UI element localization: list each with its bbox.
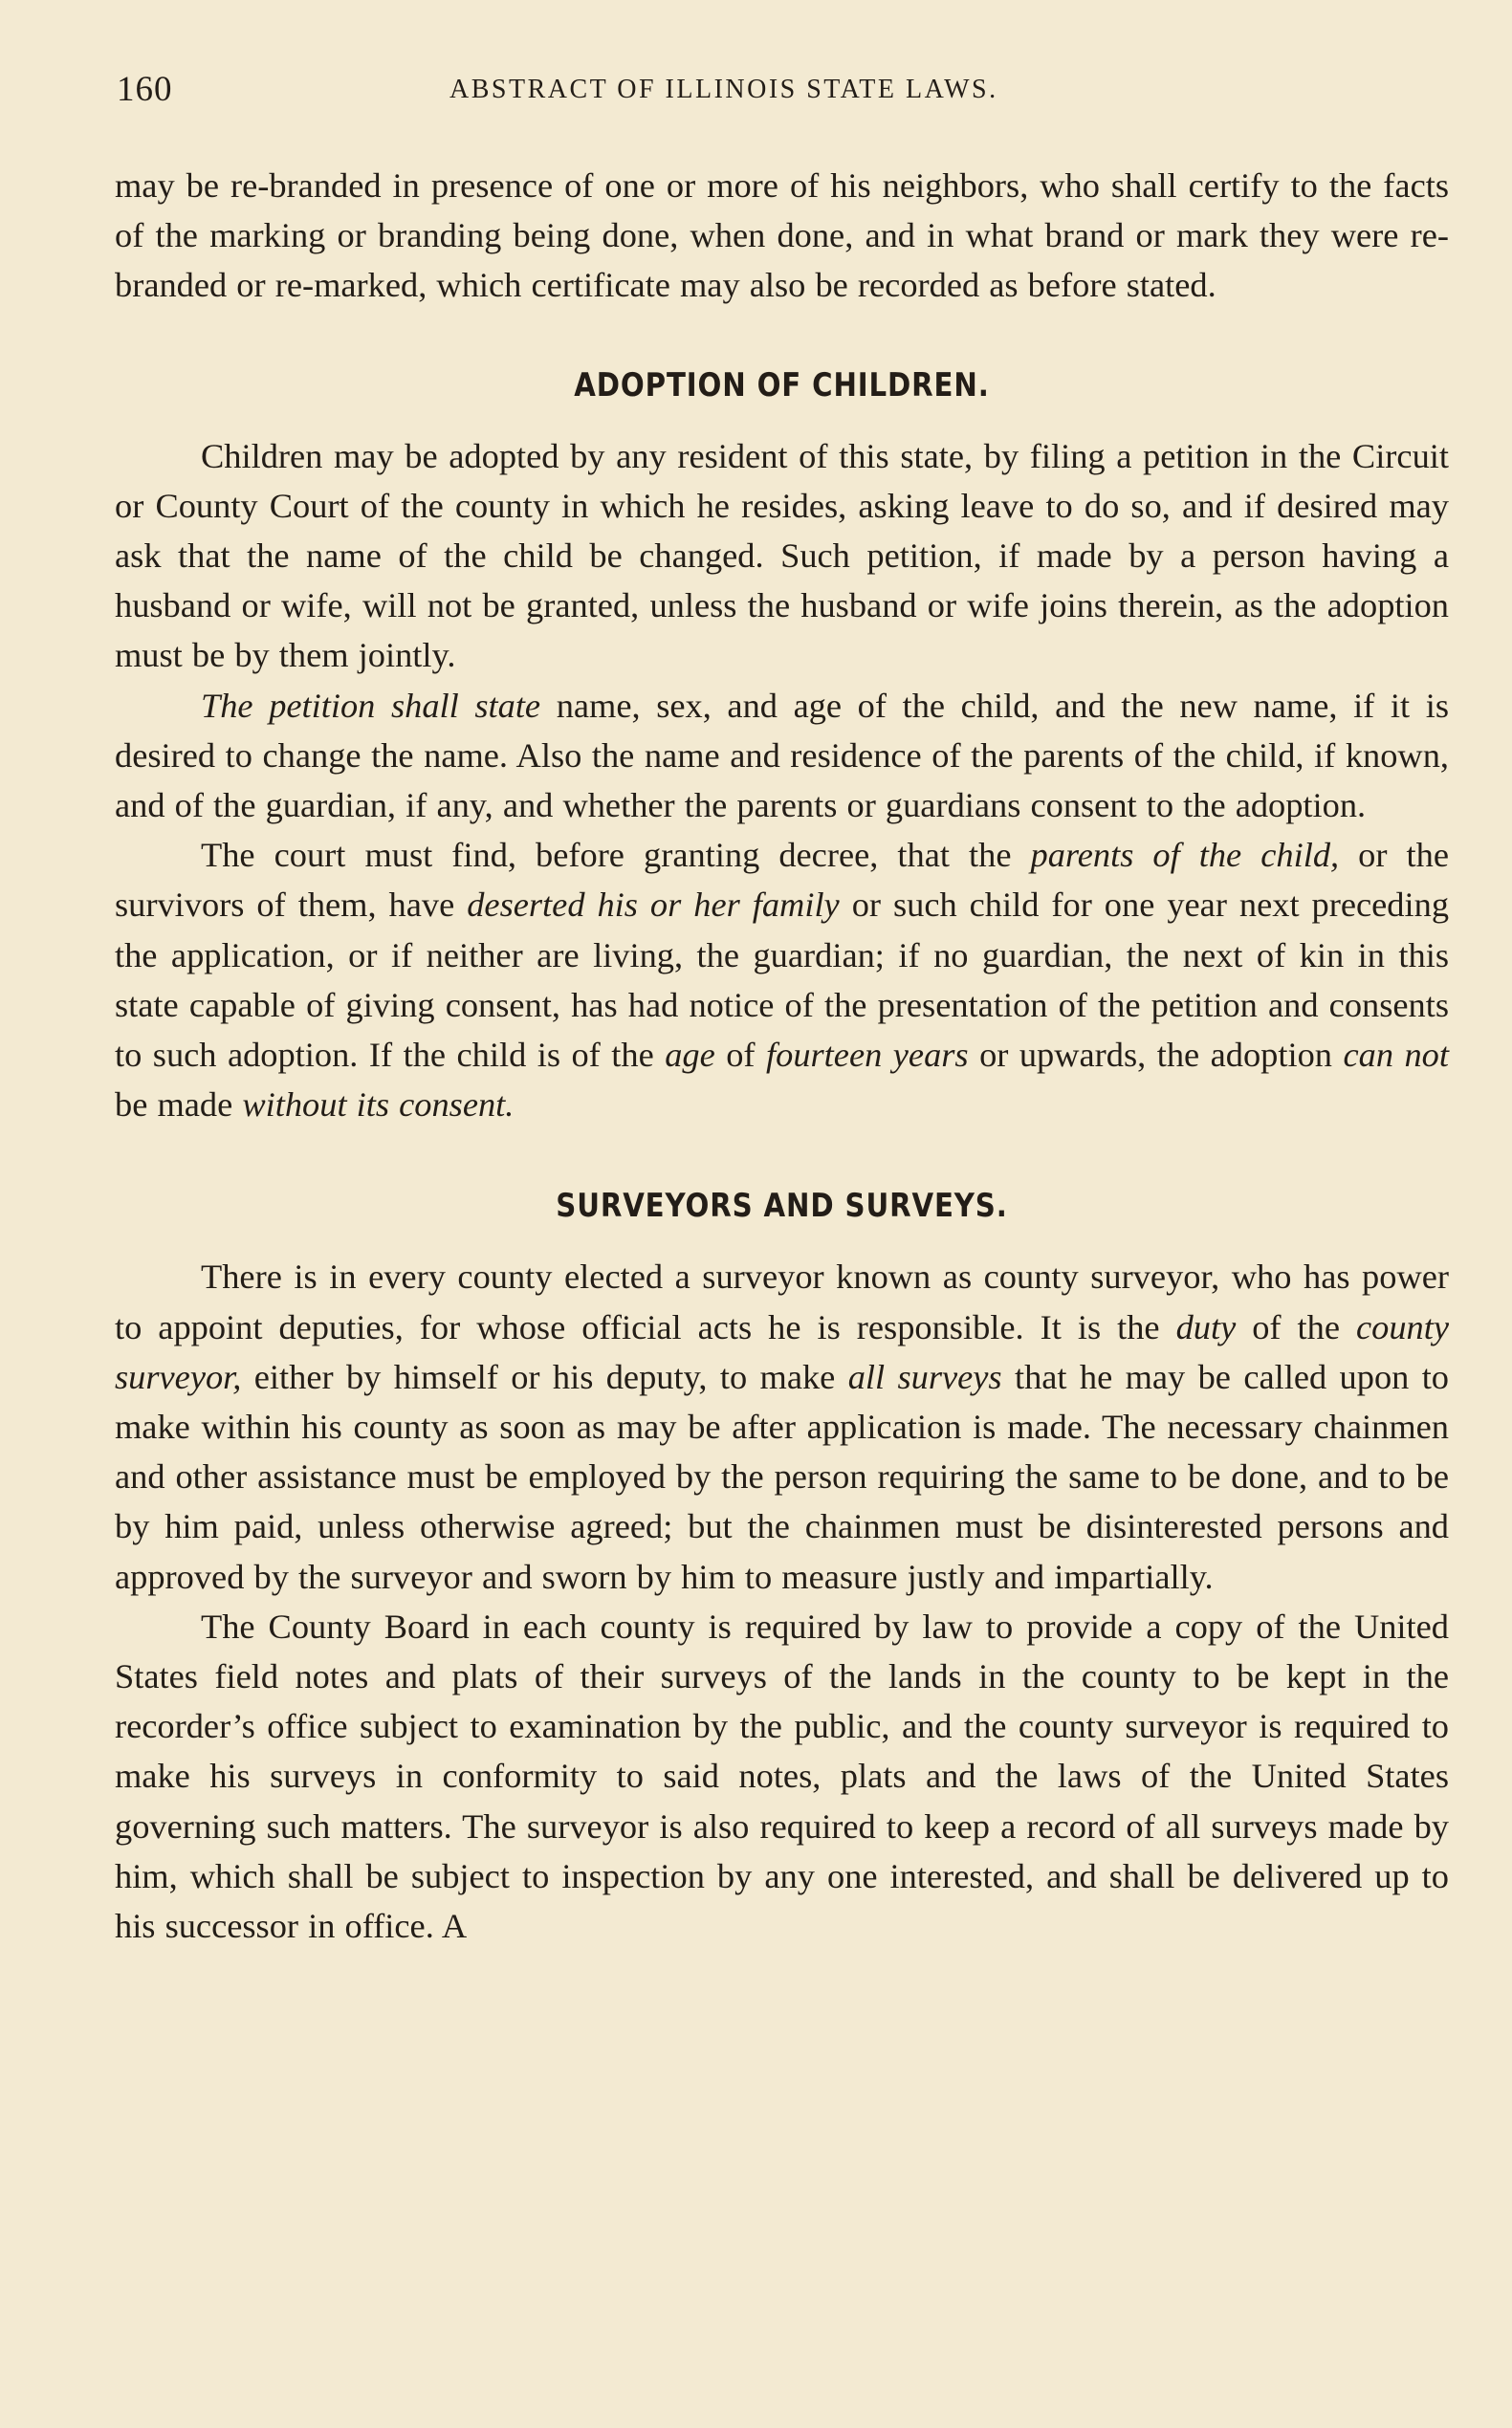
adoption-paragraph-1: Children may be adopted by any resident of this state, by filing a petition in the Circuit or County Court of the county in which he resides, asking leave to do so, and if desired may ask that the name of the child be changed. Such petition, if made by a person having a husband or wife, will not be granted, unless the husband or wife joins therein, as the adoption must be by them jointly.: [115, 436, 1449, 675]
italic-phrase: The petition shall state: [201, 686, 541, 725]
paragraph-text: or the survivors of them, have: [115, 836, 1449, 925]
adoption-paragraph-3: [115, 830, 1449, 1129]
paragraph-text: name, sex, and age of the child, and the new name, if it is desired to change the name. Also the name and residence of the parents of the child, if known, and of the guardian, if any, and whether the parents or guardians consent to the adoption.: [115, 686, 1449, 825]
italic-phrase: deserted his or her family: [467, 886, 840, 925]
surveyors-paragraph-2: The County Board in each county is required by law to provide a copy of the United States field notes and plats of their surveys of the lands in the county to be kept in the recorder’s office subject to examination by the public, and the county surveyor is required to make his surveys in conformity to said notes, plats and the laws of the United States governing such matters. The surveyor is also required to keep a record of all surveys made by him, which shall be subject to inspection by any one interested, and shall be delivered up to his successor in office. A: [115, 1607, 1449, 1946]
italic-phrase: age: [665, 1036, 715, 1075]
page-number: 160: [117, 70, 173, 109]
paragraph-text: The court must find, before granting decree, that the: [201, 836, 1031, 875]
paragraph-text: or such child for one year next preceding the application, or if neither are living, the guardian; if no guardian, the next of kin in this state capable of giving consent, has had notice of the presentation of the petition and consents to such adoption. If the child is of the: [115, 886, 1450, 1075]
paragraph-text: or upwards, the adoption: [968, 1036, 1344, 1075]
continuation-paragraph: may be re-branded in presence of one or more of his neighbors, who shall certify to the facts of the marking or branding being done, when done, and in what brand or mark they were re-branded or re-marked, which certificate may also be recorded as before stated.: [115, 166, 1449, 305]
paragraph-text: of: [714, 1036, 767, 1075]
italic-phrase: county surveyor,: [115, 1307, 1449, 1396]
italic-phrase: without its consent.: [242, 1085, 515, 1125]
paragraph-text: of the: [1236, 1307, 1356, 1346]
section-heading-surveyors: SURVEYORS AND SURVEYS.: [556, 1187, 1008, 1226]
section-heading-adoption: ADOPTION OF CHILDREN.: [574, 365, 990, 405]
paragraph-text: There is in every county elected a surveyor known as county surveyor, who has power to appoint deputies, for whose official acts he is responsible. It is the: [115, 1258, 1449, 1346]
adoption-paragraph-2: [115, 681, 1449, 831]
surveyors-paragraph-1: [115, 1252, 1449, 1601]
italic-phrase: duty: [1175, 1307, 1237, 1346]
paragraph-text: be made: [115, 1085, 243, 1125]
italic-phrase: fourteen years: [766, 1036, 969, 1075]
paragraph-text: that he may be called upon to make within his county as soon as may be after application is made. The necessary chainmen and other assistance must be employed by the person requiring the same to be done, and to be by him paid, unless otherwise agreed; but the chainmen must be disinterested persons and approved by the surveyor and sworn by him to measure justly and impartially.: [115, 1357, 1449, 1596]
running-title: ABSTRACT OF ILLINOIS STATE LAWS.: [449, 75, 998, 104]
paragraph-text: either by himself or his deputy, to make: [241, 1357, 848, 1396]
italic-phrase: all surveys: [847, 1357, 1002, 1396]
italic-phrase: parents of the child,: [1030, 836, 1340, 875]
italic-phrase: can not: [1343, 1036, 1449, 1075]
running-head: [115, 65, 1449, 122]
